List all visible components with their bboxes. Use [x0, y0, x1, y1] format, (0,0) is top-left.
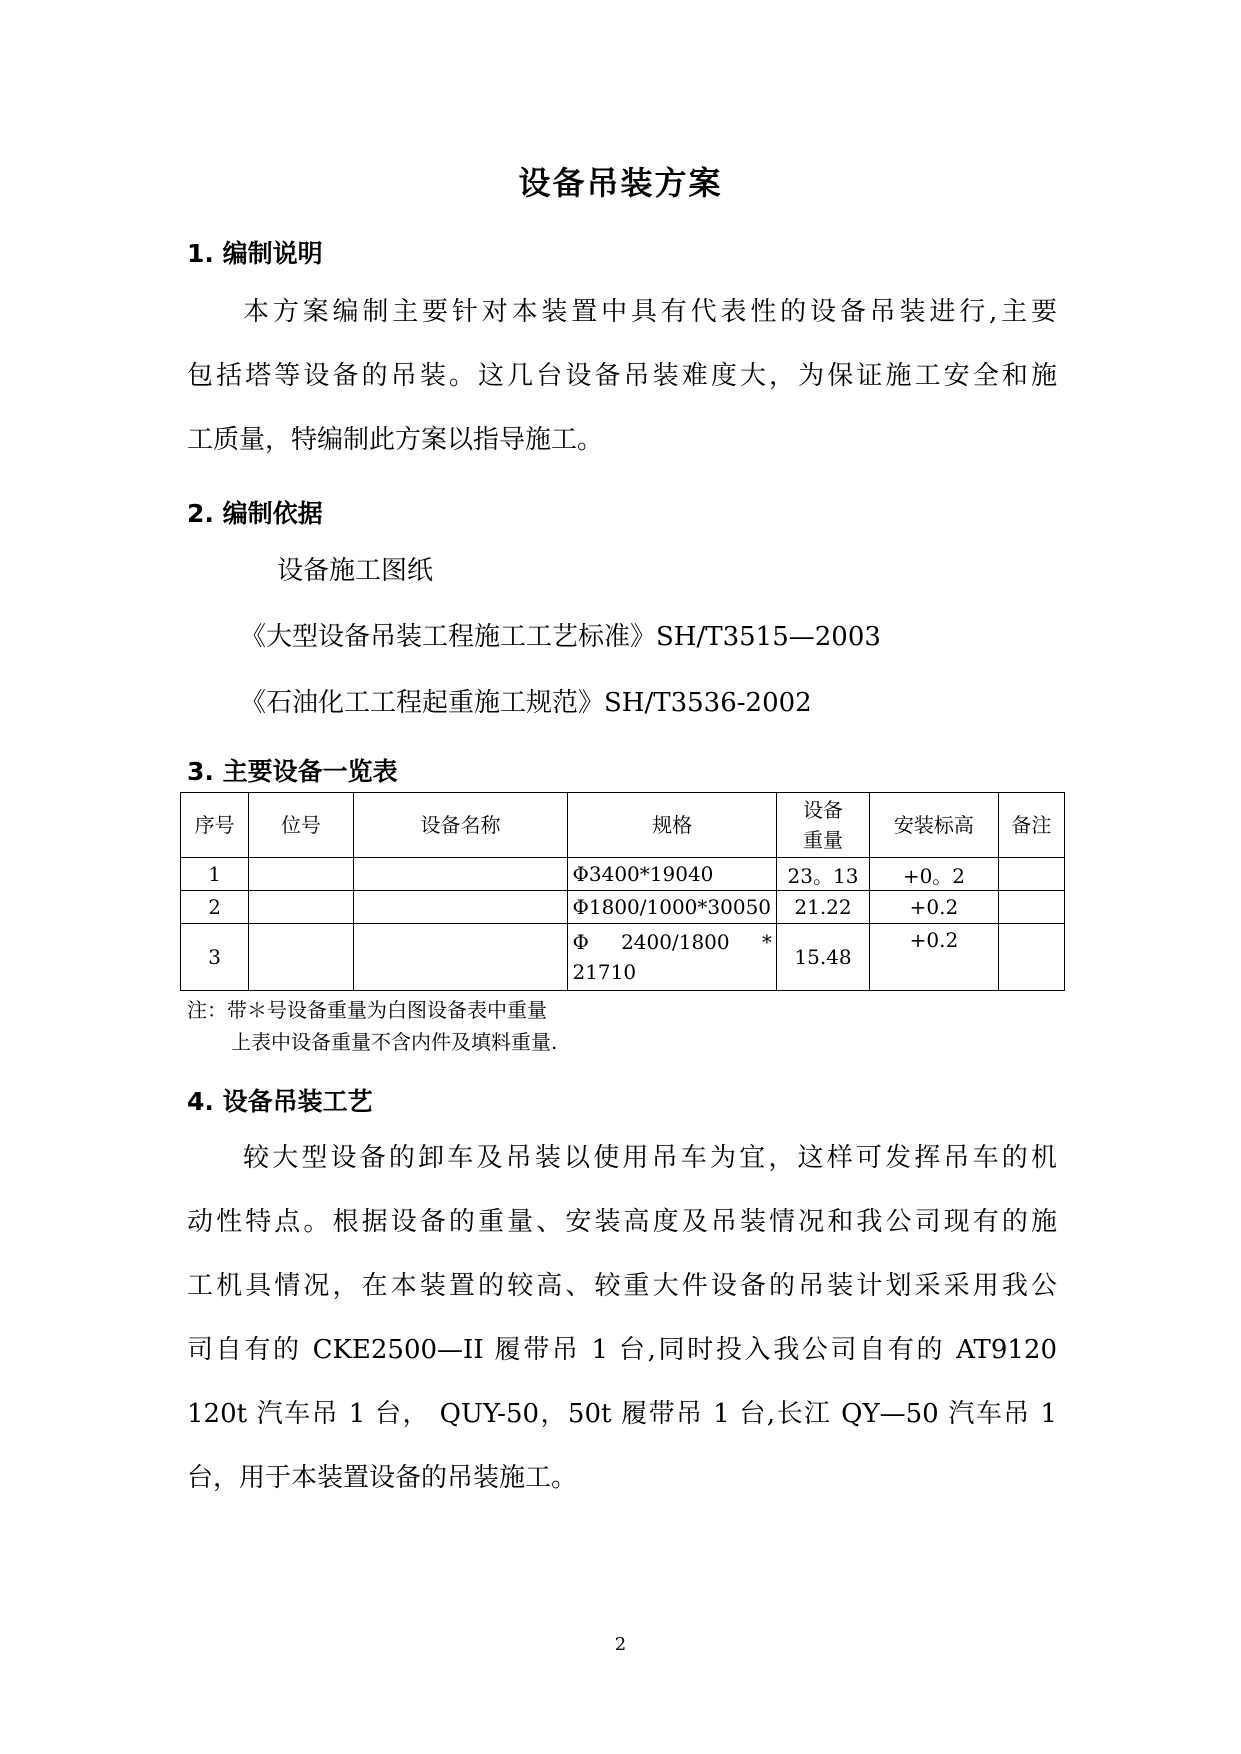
- header-weight: [776, 793, 869, 858]
- cell-tag: [249, 924, 353, 991]
- spec-part: 2400/1800: [621, 930, 730, 954]
- header-name: 设备名称: [353, 793, 568, 858]
- header-tag: 位号: [249, 793, 353, 858]
- reference-item: 设备施工图纸: [277, 556, 434, 586]
- cell-name: [353, 891, 568, 924]
- section-heading-3: 3. 主要设备一览表: [187, 757, 398, 786]
- spec-part: Φ: [572, 930, 589, 954]
- body-line: 包括塔等设备的吊装。这几台设备吊装难度大，为保证施工安全和施: [187, 361, 1057, 391]
- body-line: 较大型设备的卸车及吊装以使用吊车为宜，这样可发挥吊车的机: [243, 1143, 1057, 1173]
- body-line: 120t 汽车吊 1 台， QUY-50，50t 履带吊 1 台,长江 QY—50 汽车吊 1: [187, 1399, 1057, 1429]
- page-number: 2: [614, 1634, 627, 1655]
- cell-name: [353, 858, 568, 891]
- header-spec: 规格: [568, 793, 776, 858]
- cell-spec: Φ1800/1000*30050: [568, 891, 776, 924]
- cell-remark: [998, 924, 1064, 991]
- header-weight-line1: 设备: [803, 798, 843, 822]
- cell-spec: [568, 924, 776, 991]
- cell-remark: [998, 891, 1064, 924]
- cell-name: [353, 924, 568, 991]
- cell-elevation: +0.2: [870, 924, 998, 991]
- cell-weight: 23。13: [776, 858, 869, 891]
- reference-item: 《大型设备吊装工程施工工艺标准》SH/T3515—2003: [240, 622, 881, 652]
- cell-seq: 2: [181, 891, 249, 924]
- body-line: 台，用于本装置设备的吊装施工。: [187, 1463, 578, 1493]
- section-1-body: [187, 280, 1057, 472]
- cell-seq: 1: [181, 858, 249, 891]
- body-line: 工质量，特编制此方案以指导施工。: [187, 425, 604, 455]
- note-line: 上表中设备重量不含内件及填料重量.: [231, 1030, 558, 1054]
- cell-spec: Φ3400*19040: [568, 858, 776, 891]
- section-4-body: [187, 1126, 1057, 1510]
- cell-weight: 15.48: [776, 924, 869, 991]
- cell-remark: [998, 858, 1064, 891]
- table-header-row: [181, 793, 1065, 858]
- table-notes: [187, 994, 557, 1058]
- header-elevation: 安装标高: [870, 793, 998, 858]
- cell-tag: [249, 891, 353, 924]
- cell-weight: 21.22: [776, 891, 869, 924]
- equipment-table: [180, 792, 1065, 991]
- header-seq: 序号: [181, 793, 249, 858]
- cell-elevation: +0。2: [870, 858, 998, 891]
- cell-elevation: +0.2: [870, 891, 998, 924]
- note-line: 注：带＊号设备重量为白图设备表中重量: [187, 998, 547, 1022]
- table-row: [181, 924, 1065, 991]
- body-line: 动性特点。根据设备的重量、安装高度及吊装情况和我公司现有的施: [187, 1207, 1057, 1237]
- section-heading-4: 4. 设备吊装工艺: [187, 1087, 373, 1116]
- section-heading-1: 1. 编制说明: [187, 239, 323, 268]
- table-row: [181, 891, 1065, 924]
- spec-line-1: [572, 927, 771, 957]
- cell-seq: 3: [181, 924, 249, 991]
- reference-item: 《石油化工工程起重施工规范》SH/T3536-2002: [240, 688, 812, 718]
- document-title: 设备吊装方案: [518, 164, 723, 202]
- table-row: [181, 858, 1065, 891]
- body-line: 本方案编制主要针对本装置中具有代表性的设备吊装进行,主要: [243, 297, 1057, 327]
- body-line: 司自有的 CKE2500—II 履带吊 1 台,同时投入我公司自有的 AT9120: [187, 1335, 1057, 1365]
- section-heading-2: 2. 编制依据: [187, 499, 323, 528]
- cell-tag: [249, 858, 353, 891]
- spec-line-2: 21710: [572, 960, 637, 984]
- header-weight-line2: 重量: [803, 828, 843, 852]
- spec-part: *: [761, 930, 772, 954]
- body-line: 工机具情况，在本装置的较高、较重大件设备的吊装计划采采用我公: [187, 1271, 1057, 1301]
- header-remark: 备注: [998, 793, 1064, 858]
